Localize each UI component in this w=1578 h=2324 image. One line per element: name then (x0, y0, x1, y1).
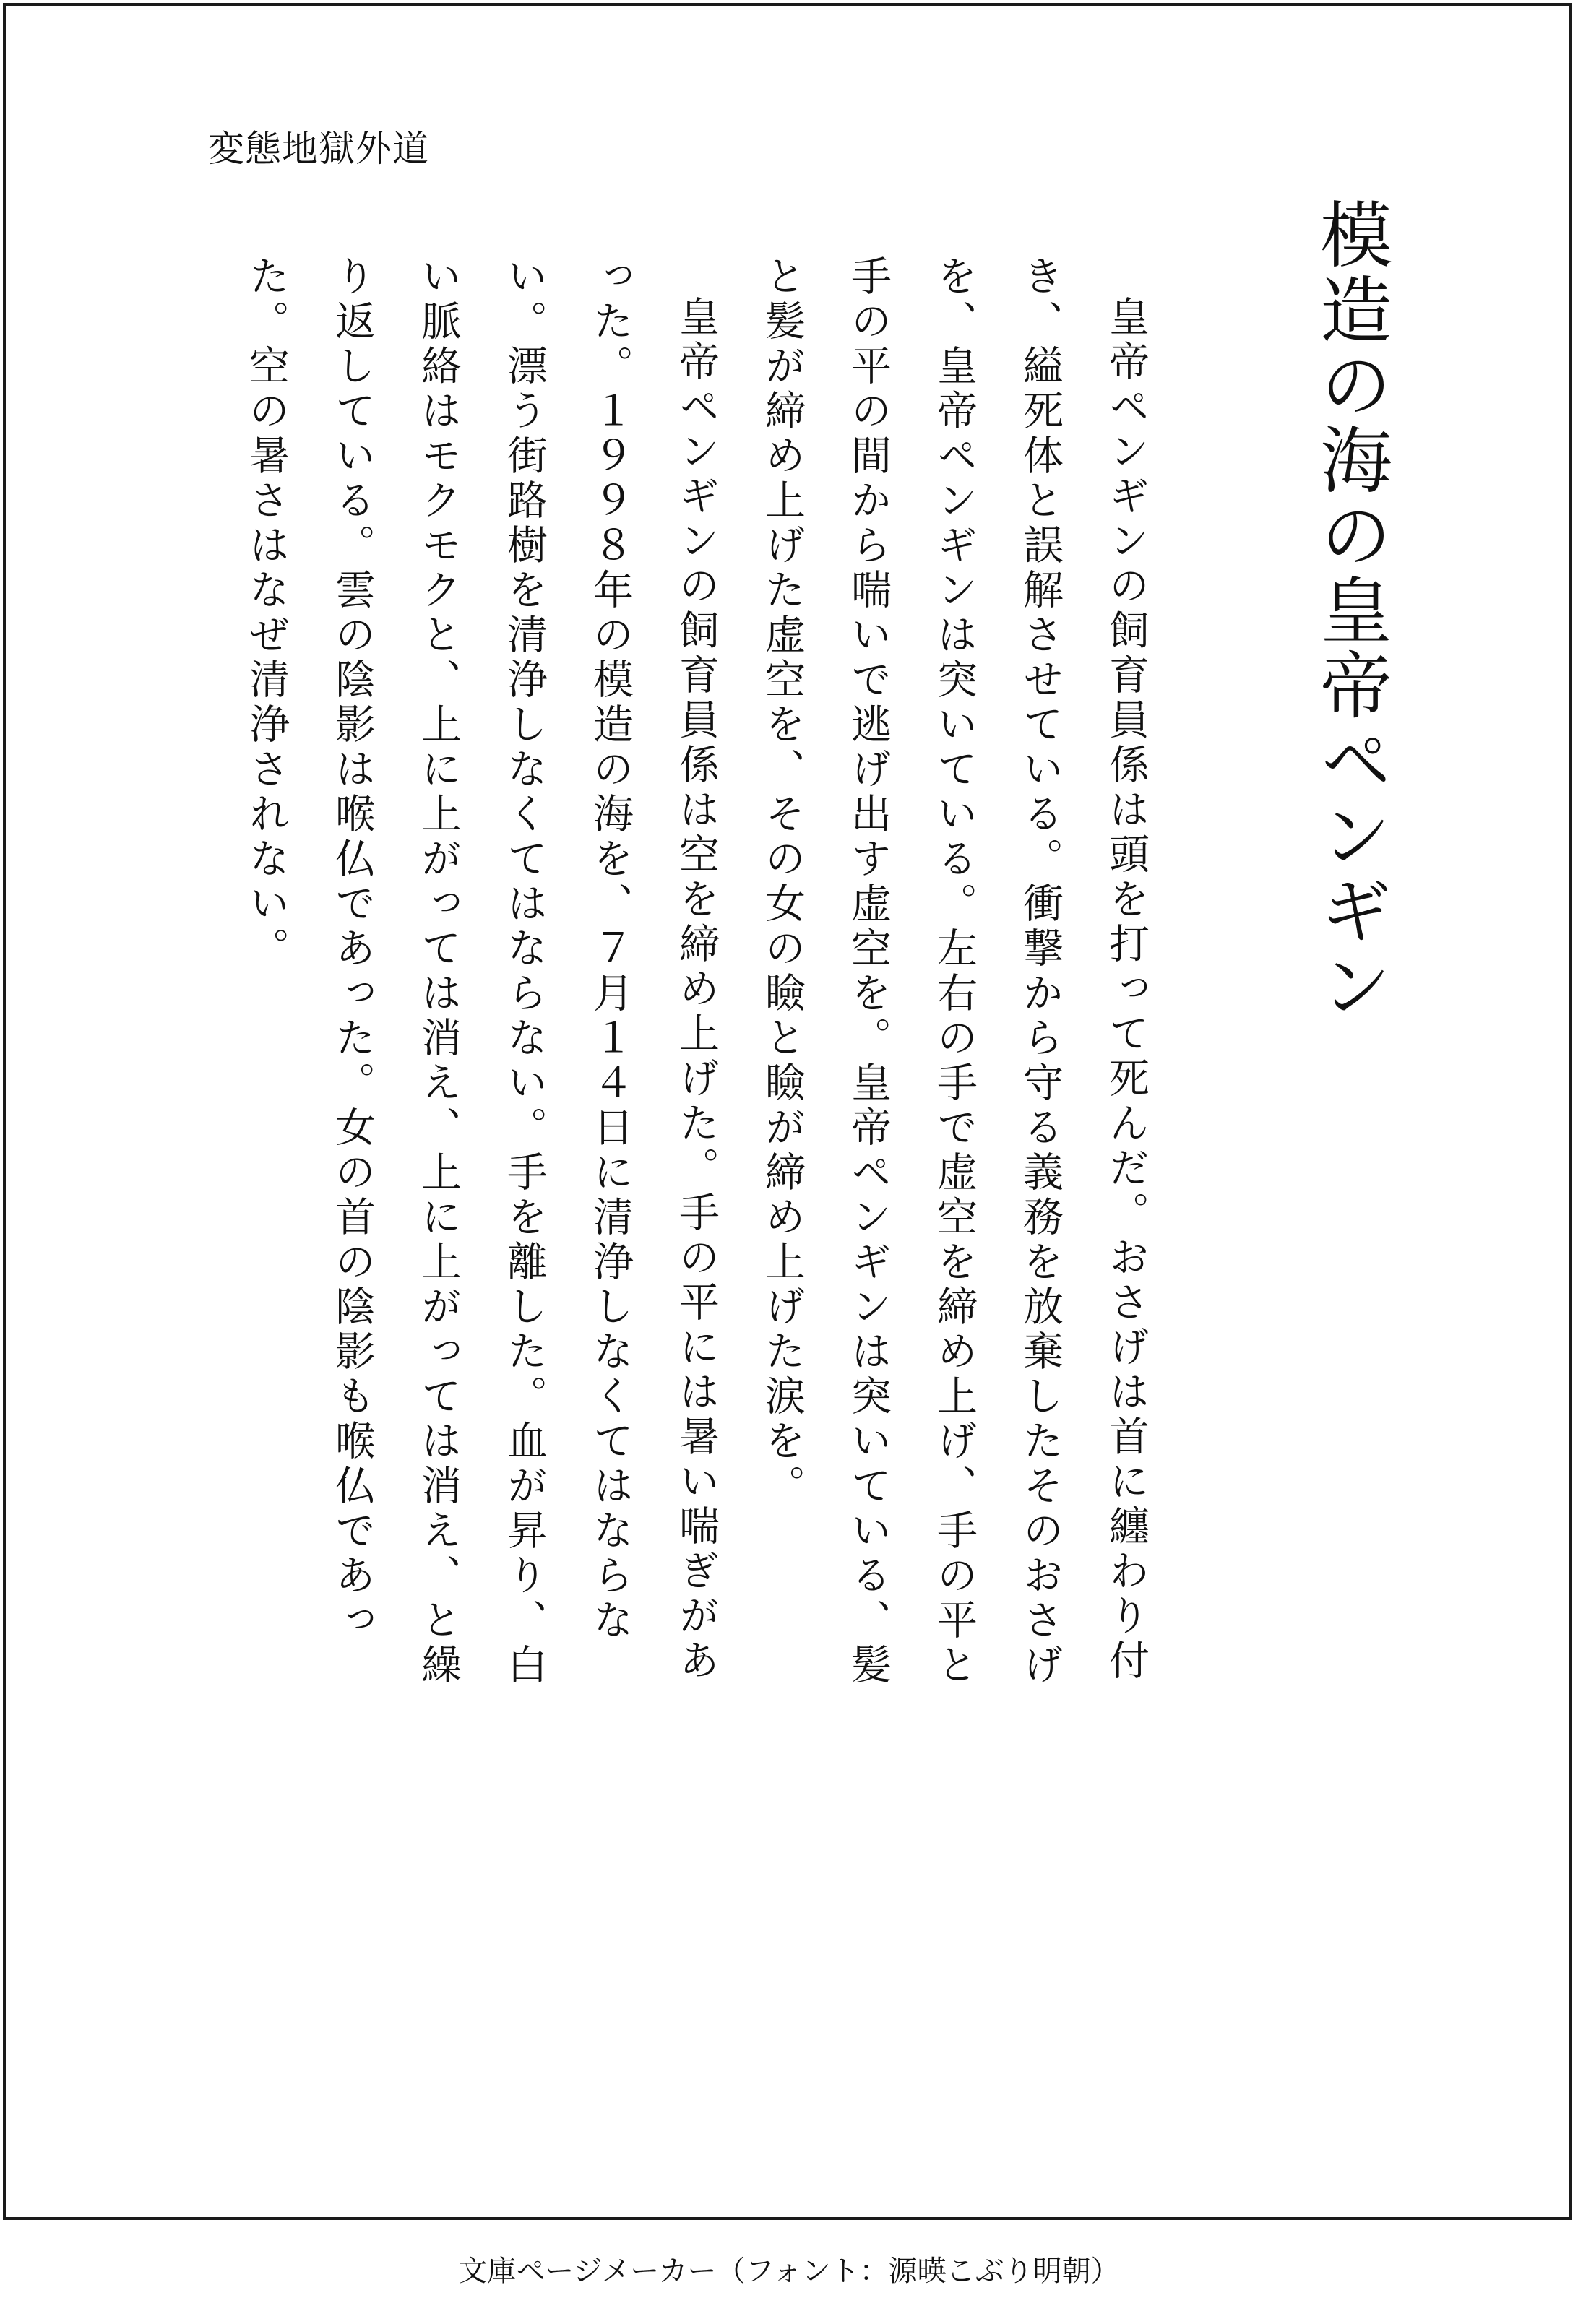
page-frame (3, 3, 1572, 2220)
story-title: 模造の海の皇帝ペンギン (1308, 197, 1392, 1024)
footer-credit: 文庫ページメーカー（フォント：源暎こぶり明朝） (458, 2255, 1120, 2288)
body-paragraph: 皇帝ペンギンの飼育員係は頭を打って死んだ。おさげは首に纏わり付き、縊死体と誤解させている。衝撃から守る義務を放棄したそのおさげを、皇帝ペンギンは突いている。左右の手で虚空を締め上げ、手の平と手の平の間から喘いで逃げ出す虚空を。皇帝ペンギンは突いている、髪と髪が締め上げた虚空を、その女の瞼と瞼が締め上げた涙を。 (759, 255, 1150, 1688)
author-name: 変態地獄外道 (208, 128, 429, 170)
body-paragraph: 皇帝ペンギンの飼育員係は空を締め上げた。手の平には暑い喘ぎがあった。１９９８年の模造の海を、７月１４日に清浄しなくてはならない。漂う街路樹を清浄しなくてはならない。手を離した。血が昇り、白い脈絡はモクモクと、上に上がっては消え、上に上がっては消え、と繰り返している。雲の陰影は喉仏であった。女の首の陰影も喉仏であった。空の暑さはなぜ清浄されない。 (243, 255, 720, 1688)
story-body (243, 255, 1169, 1714)
